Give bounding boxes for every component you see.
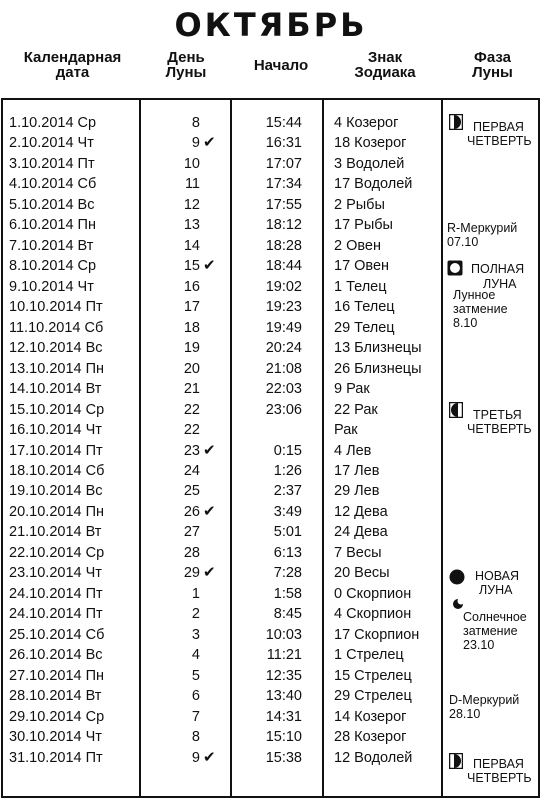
zodiac-sign-cell: 18 Козерог (334, 135, 407, 152)
zodiac-sign-cell: 4 Скорпион (334, 606, 412, 623)
date-cell: 12.10.2014 Вс (9, 340, 103, 357)
start-time-cell: 3:49 (273, 503, 302, 520)
start-time-cell: 17:55 (265, 196, 302, 213)
moon-day-cell: 8 (191, 729, 200, 746)
date-cell: 5.10.2014 Вс (9, 196, 95, 213)
check-mark-icon: ✔ (203, 502, 216, 520)
phase-label: ПОЛНАЯ (471, 262, 525, 276)
moon-day-cell: 22 (183, 401, 200, 418)
date-cell: 18.10.2014 Сб (9, 462, 105, 479)
moon-day-cell: 23 (183, 442, 200, 459)
phase-label: 07.10 (447, 235, 479, 249)
phase-label: ЧЕТВЕРТЬ (467, 422, 532, 436)
start-time-cell: 22:03 (265, 381, 302, 398)
date-cell: 8.10.2014 Ср (9, 258, 97, 275)
solar-eclipse-icon (451, 597, 465, 611)
start-time-cell: 11:21 (266, 647, 302, 664)
date-cell: 16.10.2014 Чт (9, 422, 102, 439)
zodiac-sign-cell: 2 Рыбы (334, 196, 385, 213)
zodiac-sign-cell: 29 Телец (334, 319, 395, 336)
zodiac-sign-cell: 17 Водолей (334, 176, 413, 193)
start-time-cell: 0:15 (273, 442, 302, 459)
zodiac-sign-cell: 29 Лев (334, 483, 380, 500)
moon-day-cell: 1 (191, 585, 200, 602)
start-time-cell: 2:37 (273, 483, 302, 500)
moon-day-cell: 24 (183, 462, 200, 479)
moon-day-cell: 2 (191, 606, 200, 623)
moon-day-cell: 25 (183, 483, 200, 500)
start-time-cell: 19:49 (265, 319, 302, 336)
moon-day-cell: 16 (183, 278, 200, 295)
start-time-cell: 16:31 (265, 135, 302, 152)
header-day-line2: Луны (165, 64, 207, 81)
phase-label: ЛУНА (483, 277, 517, 291)
date-cell: 13.10.2014 Пн (9, 360, 105, 377)
date-cell: 23.10.2014 Чт (9, 565, 102, 582)
phase-label: 28.10 (449, 707, 481, 721)
header-sign-line1: Знак (367, 49, 403, 66)
third-quarter-moon-icon (449, 402, 463, 418)
moon-day-cell: 19 (183, 340, 200, 357)
header-day-line1: День (167, 49, 205, 66)
moon-day-cell: 9 (191, 749, 200, 766)
zodiac-sign-cell: 0 Скорпион (334, 585, 412, 602)
date-cell: 1.10.2014 Ср (9, 115, 97, 131)
date-cell: 24.10.2014 Пт (9, 606, 103, 623)
moon-day-cell: 9 (191, 135, 200, 152)
moon-day-cell: 3 (191, 626, 200, 643)
start-time-cell: 19:02 (265, 278, 302, 295)
header-sign (330, 50, 440, 80)
table-row (0, 645, 542, 665)
new-moon-icon (449, 569, 465, 585)
phase-label: затмение (463, 624, 518, 638)
moon-day-cell: 12 (183, 196, 200, 213)
date-cell: 11.10.2014 Сб (9, 319, 104, 336)
start-time-cell: 15:10 (265, 729, 302, 746)
table-row (0, 154, 542, 174)
table-row (0, 195, 542, 215)
start-time-cell: 20:24 (265, 340, 302, 357)
header-date-line1: Календарная (23, 49, 122, 66)
zodiac-sign-cell: 1 Телец (334, 278, 387, 295)
date-cell: 28.10.2014 Вт (9, 688, 102, 705)
phase-label: D-Меркурий (449, 693, 520, 707)
zodiac-sign-cell: 13 Близнецы (334, 340, 422, 357)
table-row (0, 338, 542, 358)
moon-day-cell: 21 (183, 381, 200, 398)
start-time-cell: 13:40 (265, 688, 302, 705)
zodiac-sign-cell: 9 Рак (334, 381, 370, 398)
zodiac-sign-cell: 29 Стрелец (334, 688, 412, 705)
start-time-cell: 21:08 (265, 360, 302, 377)
date-cell: 10.10.2014 Пт (9, 299, 103, 316)
page-title: ОКТЯБРЬ (174, 6, 368, 44)
moon-day-cell: 8 (191, 115, 200, 131)
phase-label: R-Меркурий (447, 221, 518, 235)
zodiac-sign-cell: 20 Весы (334, 565, 390, 582)
start-time-cell: 6:13 (273, 544, 302, 561)
moon-day-cell: 13 (183, 217, 200, 234)
zodiac-sign-cell: 7 Весы (334, 544, 382, 561)
first-quarter-moon-icon (449, 753, 463, 769)
check-mark-icon: ✔ (203, 257, 216, 275)
start-time-cell: 14:31 (265, 708, 302, 725)
table-row (0, 625, 542, 645)
date-cell: 31.10.2014 Пт (9, 749, 103, 766)
start-time-cell: 18:28 (265, 237, 302, 254)
check-mark-icon: ✔ (203, 564, 216, 582)
zodiac-sign-cell: 22 Рак (334, 401, 378, 418)
zodiac-sign-cell: 17 Лев (334, 462, 380, 479)
moon-day-cell: 18 (183, 319, 200, 336)
phase-label: затмение (453, 302, 508, 316)
table-row (0, 727, 542, 747)
moon-day-cell: 11 (184, 176, 200, 193)
check-mark-icon: ✔ (203, 748, 216, 766)
table-row (0, 543, 542, 563)
table-row (0, 441, 542, 461)
date-cell: 22.10.2014 Ср (9, 544, 105, 561)
table-row (0, 359, 542, 379)
phase-label: ТРЕТЬЯ (473, 408, 522, 422)
moon-day-cell: 10 (183, 155, 200, 172)
moon-day-cell: 29 (183, 565, 200, 582)
moon-day-cell: 26 (183, 503, 200, 520)
start-time-cell: 1:26 (273, 462, 302, 479)
date-cell: 14.10.2014 Вт (9, 381, 102, 398)
date-cell: 4.10.2014 Сб (9, 176, 97, 193)
start-time-cell: 5:01 (273, 524, 302, 541)
table-row (0, 666, 542, 686)
zodiac-sign-cell: 4 Козерог (334, 115, 399, 131)
zodiac-sign-cell: 14 Козерог (334, 708, 407, 725)
moon-day-cell: 4 (191, 647, 200, 664)
zodiac-sign-cell: 1 Стрелец (334, 647, 404, 664)
header-date-line2: дата (55, 64, 90, 81)
header-phase (445, 50, 540, 80)
header-date (10, 50, 135, 80)
table-row (0, 420, 542, 440)
header-phase-line2: Луны (472, 64, 513, 81)
start-time-cell: 18:12 (265, 217, 302, 234)
zodiac-sign-cell: 16 Телец (334, 299, 395, 316)
date-cell: 21.10.2014 Вт (9, 524, 102, 541)
date-cell: 25.10.2014 Сб (9, 626, 105, 643)
start-time-cell: 15:44 (265, 115, 302, 131)
phase-label: Лунное (453, 288, 496, 302)
zodiac-sign-cell: 12 Водолей (334, 749, 413, 766)
zodiac-sign-cell: 26 Близнецы (334, 360, 422, 377)
moon-day-cell: 17 (183, 299, 200, 316)
start-time-cell: 18:44 (265, 258, 302, 275)
zodiac-sign-cell: 2 Овен (334, 237, 381, 254)
date-cell: 17.10.2014 Пт (9, 442, 103, 459)
phase-label: ЧЕТВЕРТЬ (467, 771, 532, 785)
zodiac-sign-cell: 17 Рыбы (334, 217, 393, 234)
date-cell: 2.10.2014 Чт (9, 135, 94, 152)
zodiac-sign-cell: 17 Овен (334, 258, 390, 275)
date-cell: 27.10.2014 Пн (9, 667, 105, 684)
moon-day-cell: 20 (183, 360, 200, 377)
start-time-cell: 19:23 (265, 299, 302, 316)
phase-label: ПЕРВАЯ (473, 120, 524, 134)
date-cell: 29.10.2014 Ср (9, 708, 105, 725)
phase-label: 8.10 (453, 316, 478, 330)
date-cell: 6.10.2014 Пн (9, 217, 96, 234)
start-time-cell: 10:03 (265, 626, 302, 643)
zodiac-sign-cell: Рак (334, 422, 358, 439)
header-start (238, 58, 324, 73)
start-time-cell: 1:58 (273, 585, 302, 602)
check-mark-icon: ✔ (203, 134, 216, 152)
moon-day-cell: 22 (183, 422, 200, 439)
header-sign-line2: Зодиака (354, 64, 416, 81)
phase-label: Солнечное (463, 610, 527, 624)
header-start-line1: Начало (253, 57, 309, 74)
moon-day-cell: 27 (183, 524, 200, 541)
start-time-cell: 23:06 (265, 401, 302, 418)
phase-label: ПЕРВАЯ (473, 757, 524, 771)
zodiac-sign-cell: 17 Скорпион (334, 626, 420, 643)
phase-label: НОВАЯ (475, 569, 520, 583)
start-time-cell: 8:45 (273, 606, 302, 623)
zodiac-sign-cell: 24 Дева (334, 524, 388, 541)
moon-day-cell: 5 (191, 667, 200, 684)
date-cell: 3.10.2014 Пт (9, 155, 95, 172)
zodiac-sign-cell: 3 Водолей (334, 155, 405, 172)
start-time-cell: 17:07 (265, 155, 302, 172)
table-row (0, 379, 542, 399)
moon-day-cell: 15 (183, 258, 200, 275)
table-row (0, 461, 542, 481)
moon-day-cell: 7 (191, 708, 200, 725)
header-day (150, 50, 222, 80)
date-cell: 24.10.2014 Пт (9, 585, 103, 602)
phase-label: ЧЕТВЕРТЬ (467, 134, 532, 148)
table-row (0, 174, 542, 194)
zodiac-sign-cell: 15 Стрелец (334, 667, 412, 684)
header-phase-line1: Фаза (474, 49, 511, 66)
zodiac-sign-cell: 4 Лев (334, 442, 372, 459)
zodiac-sign-cell: 28 Козерог (334, 729, 407, 746)
table-row (0, 502, 542, 522)
date-cell: 26.10.2014 Вс (9, 647, 103, 664)
start-time-cell: 7:28 (273, 565, 302, 582)
date-cell: 9.10.2014 Чт (9, 278, 94, 295)
start-time-cell: 12:35 (265, 667, 302, 684)
date-cell: 7.10.2014 Вт (9, 237, 94, 254)
check-mark-icon: ✔ (203, 441, 216, 459)
date-cell: 20.10.2014 Пн (9, 503, 105, 520)
zodiac-sign-cell: 12 Дева (334, 503, 388, 520)
moon-day-cell: 28 (183, 544, 200, 561)
full-moon-icon (447, 260, 463, 276)
start-time-cell: 17:34 (265, 176, 302, 193)
table-row (0, 481, 542, 501)
phase-label: ЛУНА (479, 583, 513, 597)
date-cell: 30.10.2014 Чт (9, 729, 102, 746)
table-row (0, 133, 542, 153)
first-quarter-moon-icon (449, 114, 463, 130)
phase-label: 23.10 (463, 638, 495, 652)
table-body (0, 113, 542, 768)
moon-day-cell: 6 (191, 688, 200, 705)
start-time-cell: 15:38 (265, 749, 302, 766)
table-row (0, 522, 542, 542)
date-cell: 19.10.2014 Вс (9, 483, 103, 500)
moon-day-cell: 14 (183, 237, 200, 254)
date-cell: 15.10.2014 Ср (9, 401, 105, 418)
